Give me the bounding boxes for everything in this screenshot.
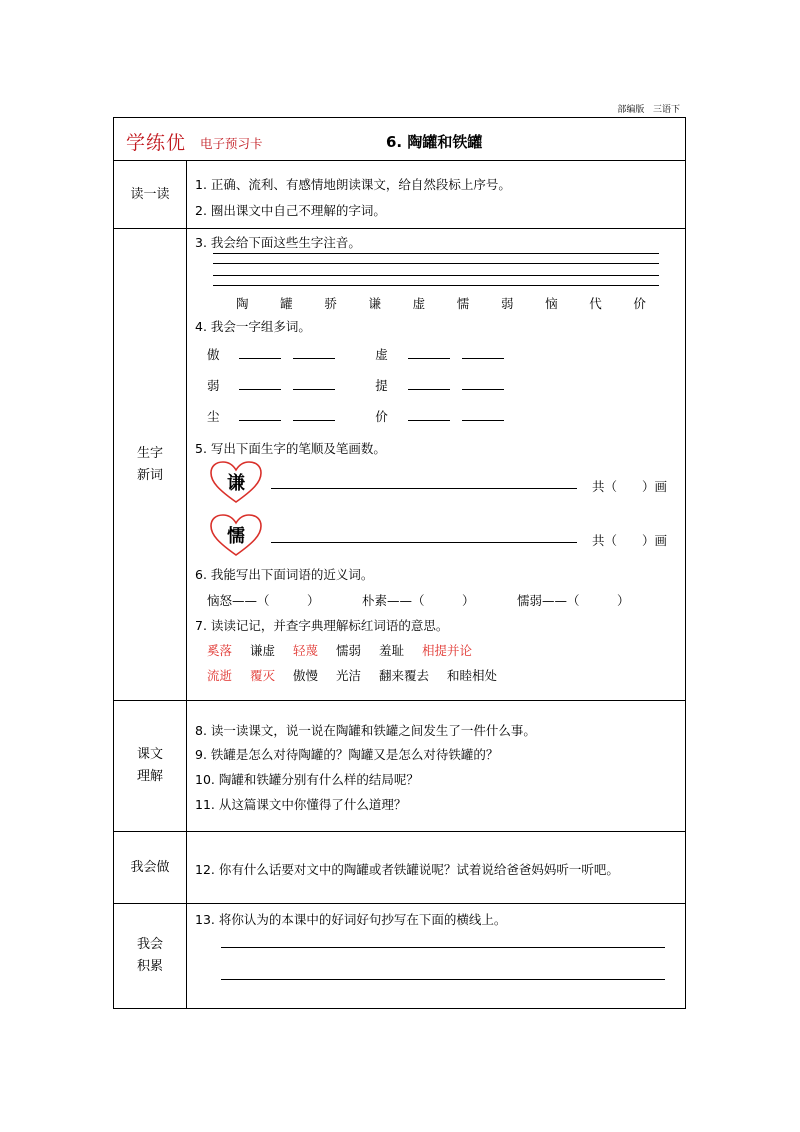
answer-blank[interactable]	[462, 408, 504, 421]
section-accumulate	[114, 903, 685, 1008]
word-group-char: 价	[375, 409, 388, 424]
vocab-word-highlighted: 相提并论	[422, 643, 473, 658]
section-understand-label-line1: 课文	[136, 747, 163, 762]
question-9: 9. 铁罐是怎么对待陶罐的？陶罐又是怎么对待铁罐的？	[195, 747, 499, 762]
pinyin-char: 代	[589, 296, 602, 311]
section-read	[114, 160, 685, 228]
vocab-word: 谦虚	[250, 643, 276, 658]
preview-card	[113, 117, 686, 1009]
pinyin-line	[213, 253, 659, 254]
synonym-item: 恼怒——（ ）	[207, 593, 320, 608]
vocab-word: 光洁	[336, 668, 362, 683]
answer-blank[interactable]	[239, 408, 281, 421]
word-group-row	[207, 345, 516, 363]
pinyin-char-row	[236, 294, 646, 312]
section-chars-label	[114, 229, 187, 700]
section-accumulate-content	[187, 904, 685, 1008]
vocab-word: 懦弱	[336, 643, 362, 658]
question-3: 3. 我会给下面这些生字注音。	[195, 235, 361, 250]
brand-name: 学练优	[126, 132, 187, 154]
answer-blank[interactable]	[293, 346, 335, 359]
pinyin-char: 骄	[324, 296, 337, 311]
section-chars-label-line2: 新词	[136, 467, 163, 483]
section-accumulate-label	[114, 904, 187, 1008]
word-group-row	[207, 407, 516, 425]
synonym-item: 朴素——（ ）	[362, 593, 475, 608]
question-2: 2. 圈出课文中自己不理解的字词。	[195, 203, 386, 218]
pinyin-char: 罐	[280, 296, 293, 311]
word-group-char: 提	[375, 378, 388, 393]
section-chars-content	[187, 229, 685, 700]
word-group-char: 弱	[207, 378, 220, 393]
section-read-label-text: 读一读	[130, 186, 170, 202]
word-group-char: 尘	[207, 409, 220, 424]
section-chars-label-line1: 生字	[136, 445, 163, 461]
vocab-word: 羞耻	[379, 643, 405, 658]
brand-subtitle: 电子预习卡	[200, 136, 263, 151]
header-row	[114, 118, 685, 160]
vocab-row	[207, 641, 486, 659]
vocab-row	[207, 666, 511, 684]
question-8: 8. 读一读课文，说一说在陶罐和铁罐之间发生了一件什么事。	[195, 723, 536, 738]
question-7: 7. 读读记记，并查字典理解标红词语的意思。	[195, 618, 449, 633]
pinyin-char: 陶	[236, 296, 249, 311]
pinyin-char: 懦	[456, 296, 470, 311]
pinyin-char: 虚	[412, 296, 426, 311]
pinyin-line	[213, 285, 659, 286]
pinyin-char: 谦	[368, 296, 381, 311]
section-understand	[114, 700, 685, 831]
stroke-char: 谦	[227, 473, 245, 494]
question-4: 4. 我会一字组多词。	[195, 319, 311, 334]
edition-label	[617, 102, 680, 115]
stroke-count: 共（ ）画	[592, 533, 668, 548]
stroke-order-line[interactable]	[271, 542, 577, 543]
section-understand-label-line2: 理解	[136, 769, 163, 784]
pinyin-char: 弱	[500, 296, 514, 311]
writing-line[interactable]	[221, 979, 665, 980]
vocab-word: 翻来覆去	[379, 668, 430, 683]
answer-blank[interactable]	[239, 346, 281, 359]
answer-blank[interactable]	[408, 346, 450, 359]
vocab-word: 傲慢	[293, 668, 319, 683]
answer-blank[interactable]	[408, 408, 450, 421]
vocab-word-highlighted: 流逝	[207, 668, 233, 683]
heart-frame-icon	[209, 513, 263, 557]
stroke-char: 懦	[227, 526, 245, 547]
section-read-content	[187, 161, 685, 228]
section-do	[114, 831, 685, 903]
answer-blank[interactable]	[462, 377, 504, 390]
section-read-label	[114, 161, 187, 228]
question-10: 10. 陶罐和铁罐分别有什么样的结局呢？	[195, 772, 419, 787]
vocab-word: 和睦相处	[447, 668, 498, 683]
synonym-item: 懦弱——（ ）	[517, 593, 630, 608]
vocab-word-highlighted: 奚落	[207, 643, 233, 658]
stroke-count: 共（ ）画	[592, 479, 668, 494]
section-chars	[114, 228, 685, 700]
pinyin-line	[213, 275, 659, 276]
word-group-char: 傲	[207, 347, 220, 362]
question-13: 13. 将你认为的本课中的好词好句抄写在下面的横线上。	[195, 912, 507, 927]
vocab-word-highlighted: 覆灭	[250, 668, 276, 683]
writing-line[interactable]	[221, 947, 665, 948]
heart-frame-icon	[209, 460, 263, 504]
vocab-word-highlighted: 轻蔑	[293, 643, 319, 658]
section-understand-label	[114, 701, 187, 831]
word-group-char: 虚	[375, 347, 388, 362]
question-1: 1. 正确、流利、有感情地朗读课文，给自然段标上序号。	[195, 177, 511, 192]
pinyin-line	[213, 263, 659, 264]
question-5: 5. 写出下面生字的笔顺及笔画数。	[195, 441, 386, 456]
pinyin-char: 价	[633, 296, 646, 311]
section-accumulate-label-line1: 我会	[136, 937, 163, 952]
lesson-title: 6. 陶罐和铁罐	[386, 133, 483, 151]
answer-blank[interactable]	[293, 408, 335, 421]
question-11: 11. 从这篇课文中你懂得了什么道理？	[195, 797, 407, 812]
answer-blank[interactable]	[293, 377, 335, 390]
edition-text: 部编版	[617, 105, 645, 115]
section-do-label	[114, 832, 187, 903]
section-do-label-text: 我会做	[130, 859, 170, 875]
section-do-content	[187, 832, 685, 903]
section-understand-content	[187, 701, 685, 831]
question-6: 6. 我能写出下面词语的近义词。	[195, 567, 374, 582]
word-group-row	[207, 376, 516, 394]
question-12: 12. 你有什么话要对文中的陶罐或者铁罐说呢？试着说给爸爸妈妈听一听吧。	[195, 862, 619, 877]
stroke-order-line[interactable]	[271, 488, 577, 489]
answer-blank[interactable]	[408, 377, 450, 390]
answer-blank[interactable]	[239, 377, 281, 390]
grade-text: 三语下	[652, 105, 680, 115]
section-accumulate-label-line2: 积累	[136, 959, 163, 974]
pinyin-char: 恼	[545, 296, 558, 311]
answer-blank[interactable]	[462, 346, 504, 359]
